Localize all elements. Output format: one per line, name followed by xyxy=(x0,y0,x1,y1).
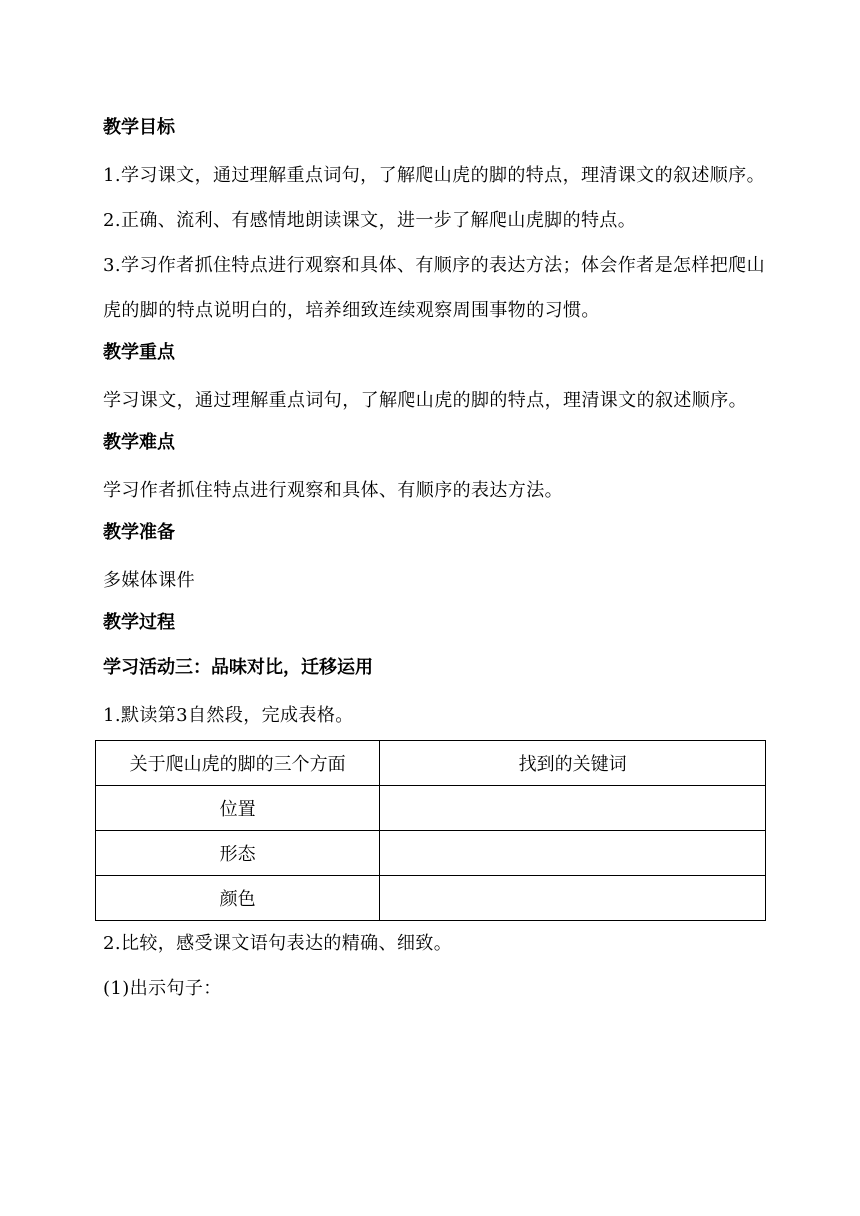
keyword-table xyxy=(95,740,766,921)
table-header-row xyxy=(96,741,766,786)
table-cell-keywords xyxy=(380,786,766,831)
goal-item-3: 3.学习作者抓住特点进行观察和具体、有顺序的表达方法；体会作者是怎样把爬山虎的脚的特点说明白的，培养细致连续观察周围事物的习惯。 xyxy=(103,255,765,321)
table-cell-aspect: 颜色 xyxy=(96,876,380,921)
table-header-aspect: 关于爬山虎的脚的三个方面 xyxy=(96,741,380,786)
goals-heading: 教学目标 xyxy=(103,117,175,138)
goal-item-2: 2.正确、流利、有感情地朗读课文，进一步了解爬山虎脚的特点。 xyxy=(103,210,637,231)
difficulties-text: 学习作者抓住特点进行观察和具体、有顺序的表达方法。 xyxy=(103,480,563,501)
key-points-heading: 教学重点 xyxy=(103,342,175,363)
table-cell-keywords xyxy=(380,876,766,921)
process-heading: 教学过程 xyxy=(103,612,175,633)
table-row xyxy=(96,876,766,921)
table-cell-keywords xyxy=(380,831,766,876)
table-cell-aspect: 形态 xyxy=(96,831,380,876)
activity-heading: 学习活动三：品味对比，迁移运用 xyxy=(103,657,373,678)
table-header-keywords: 找到的关键词 xyxy=(380,741,766,786)
table-cell-aspect: 位置 xyxy=(96,786,380,831)
goal-item-1: 1.学习课文，通过理解重点词句，了解爬山虎的脚的特点，理清课文的叙述顺序。 xyxy=(103,165,765,186)
key-points-text: 学习课文，通过理解重点词句，了解爬山虎的脚的特点，理清课文的叙述顺序。 xyxy=(103,390,747,411)
preparation-text: 多媒体课件 xyxy=(103,570,195,591)
step-2-sub-text: (1)出示句子： xyxy=(103,978,222,999)
step-2-text: 2.比较，感受课文语句表达的精确、细致。 xyxy=(103,933,453,954)
table-row xyxy=(96,831,766,876)
table-row xyxy=(96,786,766,831)
difficulties-heading: 教学难点 xyxy=(103,432,175,453)
step-1-text: 1.默读第3自然段，完成表格。 xyxy=(103,705,354,726)
document-page xyxy=(103,108,765,1011)
preparation-heading: 教学准备 xyxy=(103,522,175,543)
